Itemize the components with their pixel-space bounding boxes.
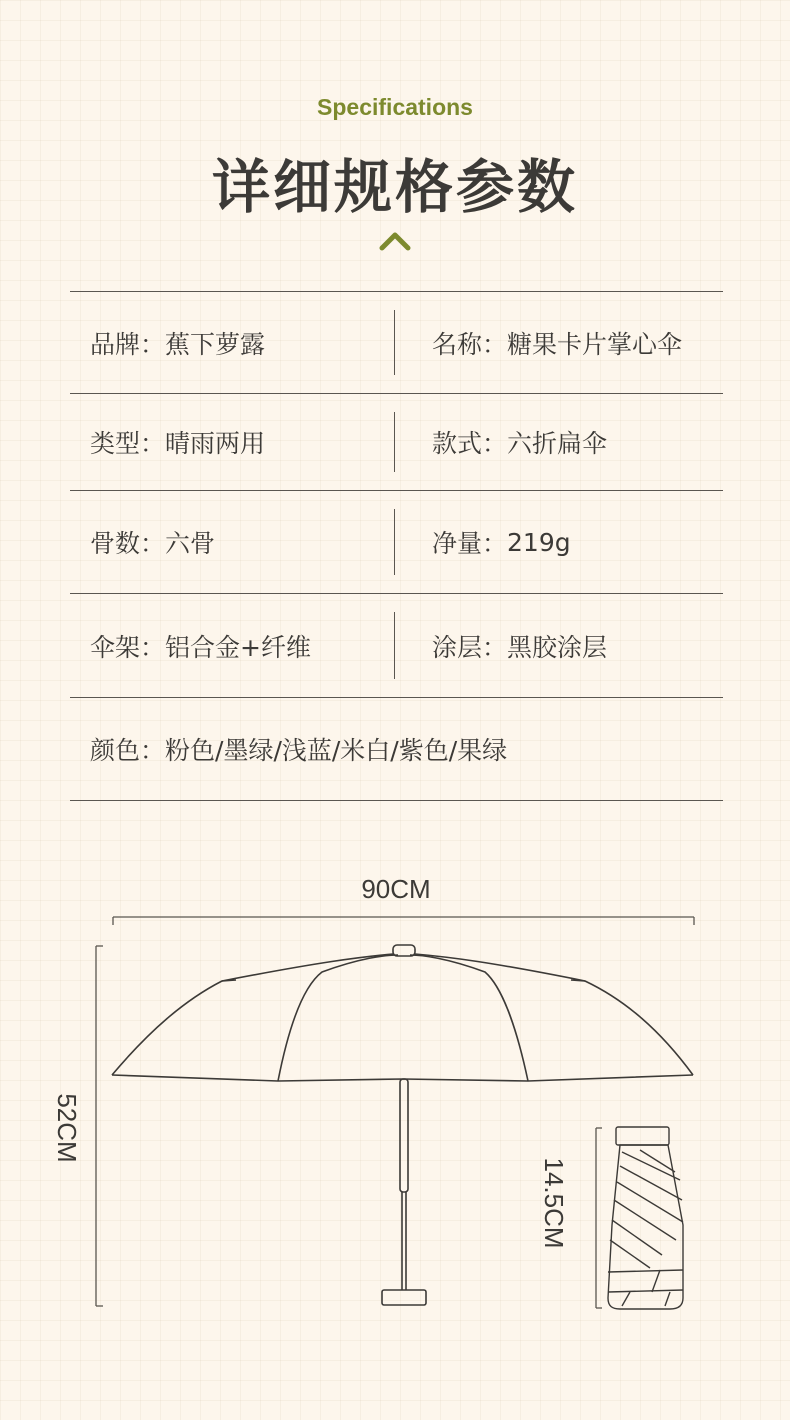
spec-value: 铝合金+纤维 [165, 632, 311, 662]
folded-umbrella-icon [608, 1127, 683, 1309]
spec-value: 六骨 [165, 529, 216, 558]
spec-value: 219g [507, 527, 571, 557]
spec-label: 骨数 ： [90, 524, 165, 560]
spec-label: 类型 ： [90, 424, 165, 460]
spec-label: 净量 ： [432, 524, 507, 560]
width-dimension-label: 90CM [361, 874, 431, 904]
page-title: 详细规格参数 [211, 153, 578, 221]
spec-label: 款式 ： [432, 424, 507, 460]
spec-value: 糖果卡片掌心伞 [507, 329, 683, 359]
folded-dimension-line [596, 1128, 602, 1308]
width-dimension-line [113, 917, 694, 925]
spec-value: 粉色/墨绿/浅蓝/米白/紫色/果绿 [165, 736, 508, 765]
spec-label: 名称 ： [432, 325, 507, 361]
section-subtitle: Specifications [317, 94, 473, 120]
spec-label: 伞架 ： [90, 628, 165, 664]
spec-value: 蕉下萝露 [165, 329, 266, 359]
spec-label: 颜色 ： [90, 731, 165, 767]
spec-value: 晴雨两用 [165, 429, 266, 458]
spec-value: 六折扁伞 [507, 429, 608, 458]
height-dimension-label: 52CM [52, 1093, 82, 1163]
spec-label: 品牌 ： [90, 325, 165, 361]
folded-length-label: 14.5CM [539, 1157, 569, 1249]
spec-value: 黑胶涂层 [507, 632, 608, 662]
spec-label: 涂层 ： [432, 628, 507, 664]
open-umbrella-icon [112, 945, 693, 1305]
height-dimension-line [96, 946, 103, 1306]
